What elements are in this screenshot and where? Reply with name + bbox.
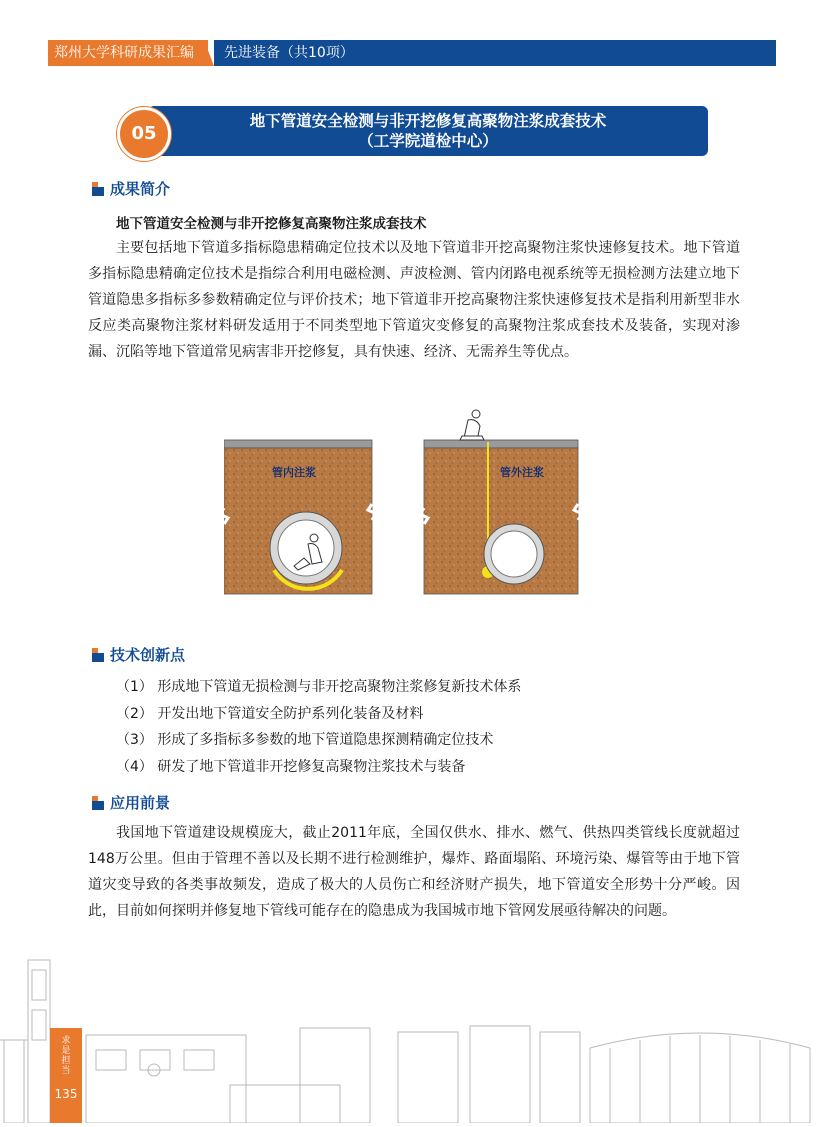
in-pipe-label: 管内注浆 xyxy=(272,466,316,479)
item-title: 地下管道安全检测与非开挖修复高聚物注浆成套技术 xyxy=(249,112,607,130)
item-title-bar xyxy=(148,106,708,156)
innovation-list xyxy=(116,674,521,780)
section-heading-prospect xyxy=(92,792,170,813)
list-item: （3） 形成了多指标多参数的地下管道隐患探测精确定位技术 xyxy=(116,732,494,748)
section-bullet-icon xyxy=(92,182,104,196)
in-pipe-grouting-panel xyxy=(224,440,376,594)
section-heading-text: 技术创新点 xyxy=(110,646,186,664)
section-heading-intro xyxy=(92,178,170,199)
campus-skyline-illustration xyxy=(0,940,824,1127)
outside-pipe-grouting-panel xyxy=(420,410,582,594)
intro-subheading: 地下管道安全检测与非开挖修复高聚物注浆成套技术 xyxy=(116,216,427,232)
list-item: （2） 开发出地下管道安全防护系列化装备及材料 xyxy=(116,705,424,722)
outside-pipe-label: 管外注浆 xyxy=(500,466,544,479)
item-department: （工学院道检中心） xyxy=(358,132,498,150)
item-number-badge: 05 xyxy=(117,107,171,161)
section-bullet-icon xyxy=(92,648,104,662)
list-item: （1） 形成地下管道无损检测与非开挖高聚物注浆修复新技术体系 xyxy=(116,679,522,695)
section-bullet-icon xyxy=(92,796,104,810)
page-number: 135 xyxy=(54,1087,78,1101)
footer-motto: 求是担当 xyxy=(61,1036,71,1076)
header-org-label: 郑州大学科研成果汇编 xyxy=(48,40,208,66)
grouting-illustration xyxy=(224,408,584,602)
running-header xyxy=(48,40,776,66)
intro-paragraph: 主要包括地下管道多指标隐患精确定位技术以及地下管道非开挖高聚物注浆快速修复技术。地下管道多指标隐患精确定位技术是指综合利用电磁检测、声波检测、管内闭路电视系统等无损检测方法建立地下管道隐患多指标多参数精确定位与评价技术；地下管道非开挖高聚物注浆快速修复技术是指利用新型非水反应类高聚物注浆材料研发适用于不同类型地下管道灾变修复的高聚物注浆成套技术及装备，实现对渗漏、沉陷等地下管道常见病害非开挖修复，具有快速、经济、无需养生等优点。 xyxy=(88,240,740,360)
section-heading-text: 应用前景 xyxy=(110,794,171,812)
section-heading-text: 成果简介 xyxy=(110,180,171,198)
header-category-label: 先进装备（共10项） xyxy=(214,40,776,66)
list-item: （4） 研发了地下管道非开挖修复高聚物注浆技术与装备 xyxy=(116,758,466,775)
header-divider xyxy=(204,40,214,66)
page-number-tab xyxy=(50,1028,82,1123)
prospect-paragraph: 我国地下管道建设规模庞大，截止2011年底，全国仅供水、排水、燃气、供热四类管线长度就超过148万公里。但由于管理不善以及长期不进行检测维护，爆炸、路面塌陷、环境污染、爆管等由于地下管道灾变导致的各类事故频发，造成了极大的人员伤亡和经济财产损失，地下管道安全形势十分严峻。因此，目前如何探明并修复地下管线可能存在的隐患成为我国城市地下管网发展亟待解决的问题。 xyxy=(88,825,740,919)
section-heading-innovation xyxy=(92,644,185,665)
